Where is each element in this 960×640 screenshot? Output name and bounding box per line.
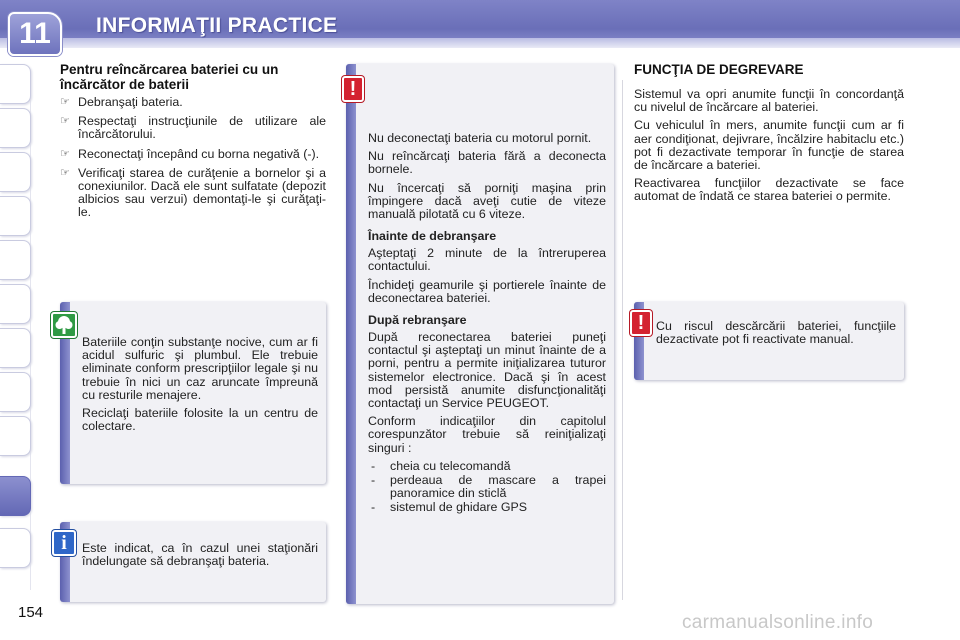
side-tab-3[interactable] <box>0 152 31 192</box>
side-tab-6[interactable] <box>0 284 31 324</box>
warning-p1: Nu deconectaţi bateria cu motorul pornit. <box>368 131 592 145</box>
bullet-list <box>60 96 326 226</box>
right-text <box>634 88 904 209</box>
side-rule <box>30 70 31 590</box>
pointing-hand-icon: ☞ <box>60 96 70 108</box>
pointing-hand-icon: ☞ <box>60 147 70 160</box>
eco-note-box <box>60 302 326 484</box>
side-tab-2[interactable] <box>0 108 31 148</box>
list-item: - sistemul de ghidare GPS <box>368 501 606 514</box>
side-tab-4[interactable] <box>0 196 31 236</box>
header-underline <box>0 38 960 48</box>
pointing-hand-icon: ☞ <box>60 115 70 128</box>
warning-box-right <box>634 302 904 380</box>
after-reconnect-p2: Conform indicaţiilor din capitolul corespunzător trebuie să reiniţializaţi singuri : <box>368 414 606 455</box>
reinit-list <box>368 460 606 515</box>
box-strip <box>346 64 356 604</box>
tree-icon <box>51 312 77 338</box>
after-reconnect-heading: După rebranşare <box>368 313 467 328</box>
side-tab-11[interactable] <box>0 528 31 568</box>
side-tab-1[interactable] <box>0 64 31 104</box>
list-item: - perdeaua de mascare a trapei panoramice din sticlă <box>368 474 606 500</box>
warning-p3: Nu încercaţi să porniţi maşina prin împingere dacă aveţi cutie de viteze manuală pilotată cu 6 viteze. <box>368 180 606 222</box>
right-p1: Sistemul va opri anumite funcţii în concordanţă cu nivelul de încărcare al bateriei. <box>634 87 904 115</box>
column-divider <box>622 80 623 600</box>
warning-right-text: Cu riscul descărcării bateriei, funcţiile dezactivate pot fi reactivate manual. <box>656 319 896 347</box>
left-heading: Pentru reîncărcarea bateriei cu un încărcător de baterii <box>60 62 279 92</box>
eco-note-content <box>82 336 318 438</box>
info-note-box <box>60 522 326 602</box>
watermark: carmanualsonline.info <box>682 612 874 633</box>
before-disconnect-p2: Închideţi geamurile şi portierele înainte de deconectarea bateriei. <box>368 277 606 305</box>
before-disconnect-heading: Înainte de debranşare <box>368 229 497 244</box>
right-p3: Reactivarea funcţiilor dezactivate se face automat de îndată ce starea bateriei o permite. <box>634 176 904 204</box>
chapter-number-tab: 11 <box>8 12 62 56</box>
eco-note-p1: Bateriile conţin substanţe nocive, cum ar fi acidul sulfuric şi plumbul. Ele trebuie eliminate conform prescripţiilor legale şi nu trebuie în nici un caz aruncate împreună cu resturile menajere. <box>82 335 318 402</box>
warning-box-main <box>346 64 614 604</box>
page-title: INFORMAŢII PRACTICE <box>96 14 338 37</box>
before-disconnect-p1: Aşteptaţi 2 minute de la întreruperea contactului. <box>368 246 606 274</box>
side-tab-7[interactable] <box>0 328 31 368</box>
exclamation-icon: ! <box>630 310 652 336</box>
list-item: ☞ Reconectaţi începând cu borna negativă (-). <box>60 146 320 161</box>
side-tab-active[interactable] <box>0 476 31 516</box>
warning-box-content <box>368 132 606 516</box>
right-heading: FUNCŢIA DE DEGREVARE <box>634 62 804 77</box>
info-note-content <box>82 542 318 573</box>
list-item: ☞ Respectaţi instrucţiunile de utilizare ale încărcătorului. <box>60 114 326 142</box>
side-tab-5[interactable] <box>0 240 31 280</box>
page-number: 154 <box>18 604 44 621</box>
list-item: ☞ Debranşaţi bateria. <box>60 95 183 109</box>
warning-right-content <box>656 320 896 351</box>
eco-note-p2: Reciclaţi bateriile folosite la un centru de colectare. <box>82 406 318 434</box>
exclamation-icon: ! <box>342 76 364 102</box>
right-p2: Cu vehiculul în mers, anumite funcţii cum ar fi aer condiţionat, dejivrare, încălzire habitaclu etc.) pot fi dezactivate temporar în funcţie de starea de încărcare a bateriei. <box>634 118 904 173</box>
pointing-hand-icon: ☞ <box>60 166 70 179</box>
info-icon: i <box>52 530 76 556</box>
list-item: ☞ Verificaţi starea de curăţenie a bornelor şi a conexiunilor. Dacă ele sunt sulfatate (depozit albicios sau verzui) demontaţi-le şi curăţaţi-le. <box>60 165 326 220</box>
side-tab-9[interactable] <box>0 416 31 456</box>
side-tab-8[interactable] <box>0 372 31 412</box>
warning-p2: Nu reîncărcaţi bateria fără a deconecta bornele. <box>368 149 606 177</box>
list-item: - cheia cu telecomandă <box>368 460 606 473</box>
after-reconnect-p1: După reconectarea bateriei puneţi contactul şi aşteptaţi un minut înainte de a porni, pentru a permite iniţializarea tuturor sistemelor electronice. Dacă şi în acest mod persistă anumite disfuncţionalităţi contactaţi un Service PEUGEOT. <box>368 330 606 411</box>
info-note-text: Este indicat, ca în cazul unei staţionări îndelungate să debranşaţi bateria. <box>82 541 318 569</box>
